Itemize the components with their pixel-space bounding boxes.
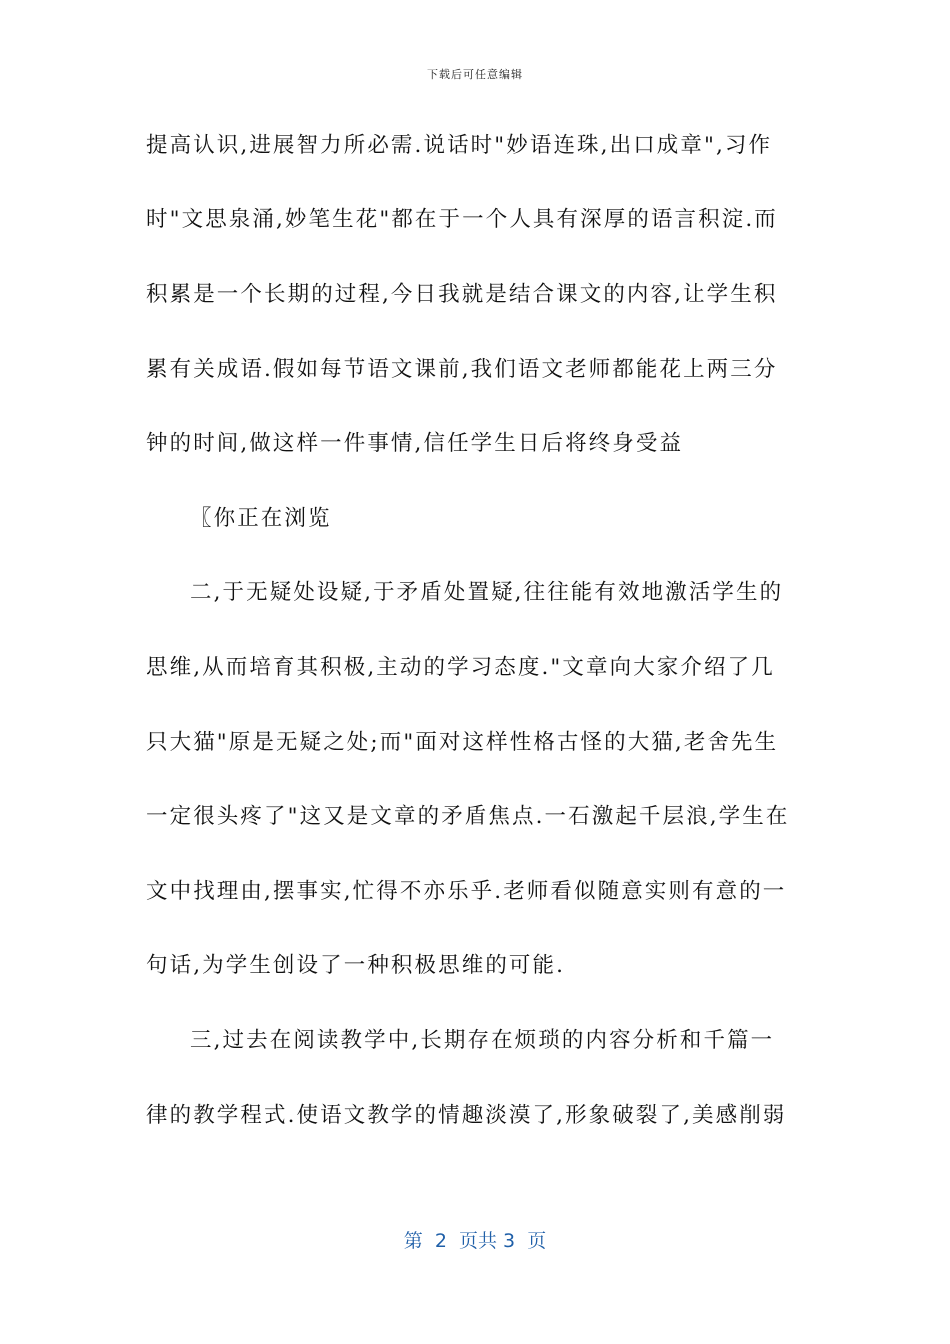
page-number-footer: 第 2 页共 3 页 (403, 1230, 547, 1252)
paragraph-line: 二,于无疑处设疑,于矛盾处置疑,往往能有效地激活学生的 (190, 580, 784, 605)
paragraph-line: 三,过去在阅读教学中,长期存在烦琐的内容分析和千篇一 (190, 1028, 775, 1053)
paragraph-line: 〖你正在浏览 (190, 506, 332, 531)
paragraph-line: 只大猫"原是无疑之处;而"面对这样性格古怪的大猫,老舍先生 (146, 730, 779, 755)
paragraph-line: 累有关成语.假如每节语文课前,我们语文老师都能花上两三分 (146, 357, 778, 382)
paragraph-line: 文中找理由,摆事实,忙得不亦乐乎.老师看似随意实则有意的一 (146, 879, 787, 904)
page-header: 下载后可任意编辑 (427, 68, 523, 81)
paragraph-line: 思维,从而培育其积极,主动的学习态度."文章向大家介绍了几 (146, 655, 775, 680)
paragraph-line: 提高认识,进展智力所必需.说话时"妙语连珠,出口成章",习作 (146, 133, 773, 158)
paragraph-line: 钟的时间,做这样一件事情,信任学生日后将终身受益 (146, 431, 684, 456)
paragraph-line: 时"文思泉涌,妙笔生花"都在于一个人具有深厚的语言积淀.而 (146, 207, 778, 232)
paragraph-line: 句话,为学生创设了一种积极思维的可能. (146, 953, 566, 978)
paragraph-line: 一定很头疼了"这又是文章的矛盾焦点.一石激起千层浪,学生在 (146, 804, 790, 829)
paragraph-line: 积累是一个长期的过程,今日我就是结合课文的内容,让学生积 (146, 282, 778, 307)
paragraph-line: 律的教学程式.使语文教学的情趣淡漠了,形象破裂了,美感削弱 (146, 1103, 787, 1128)
